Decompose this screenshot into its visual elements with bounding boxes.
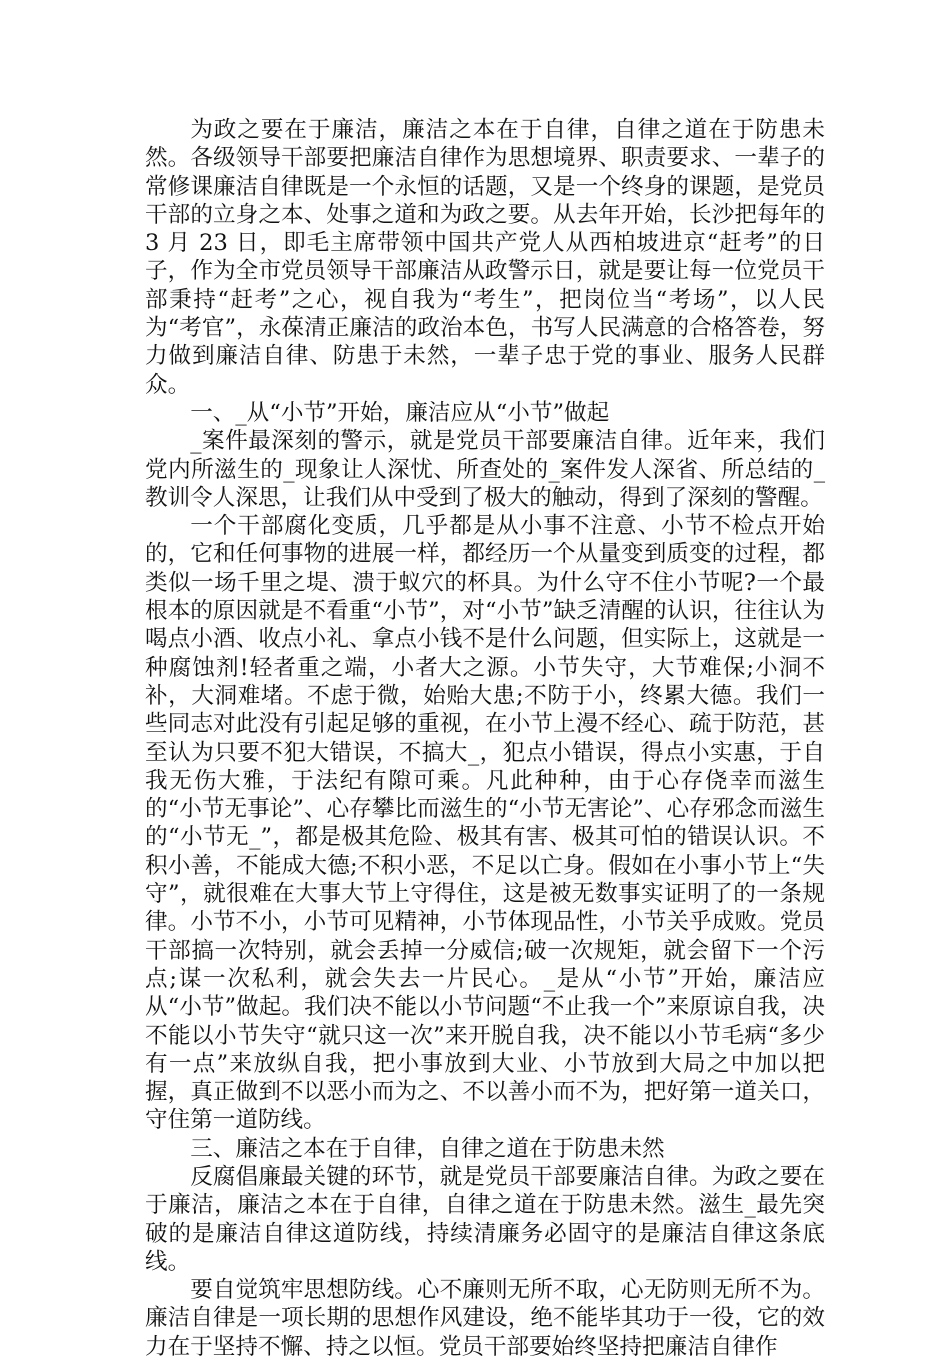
paragraph-warning: _案件最深刻的警示，就是党员干部要廉洁自律。近年来，我们党内所滋生的_现象让人深忧、所查处的_案件发人深省、所总结的_教训令人深思，让我们从中受到了极大的触动，得到了深刻的警醒。 — [145, 428, 825, 511]
section-heading-1: 一、_从“小节”开始，廉洁应从“小节”做起 — [190, 399, 610, 426]
paragraph-ideological-defense: 要自觉筑牢思想防线。心不廉则无所不取，心无防则无所不为。廉洁自律是一项长期的思想作风建设，绝不能毕其功于一役，它的效力在于坚持不懈、持之以恒。党员干部要始终坚持把廉洁自律作 — [145, 1277, 825, 1360]
document-body — [145, 116, 825, 1361]
paragraph-intro: 为政之要在于廉洁，廉洁之本在于自律，自律之道在于防患未然。各级领导干部要把廉洁自律作为思想境界、职责要求、一辈子的常修课廉洁自律既是一个永恒的话题，又是一个终身的课题，是党员干部的立身之本、处事之道和为政之要。从去年开始，长沙把每年的 3 月 23 日，即毛主席带领中国共产党人从西柏坡进京“赶考”的日子，作为全市党员领导干部廉洁从政警示日，就是要让每一位党员干部秉持“赶考”之心，视自我为“考生”，把岗位当“考场”，以人民为“考官”，永葆清正廉洁的政治本色，书写人民满意的合格答卷，努力做到廉洁自律、防患于未然，一辈子忠于党的事业、服务人民群众。 — [145, 117, 825, 398]
paragraph-key-link: 反腐倡廉最关键的环节，就是党员干部要廉洁自律。为政之要在于廉洁，廉洁之本在于自律，自律之道在于防患未然。滋生_最先突破的是廉洁自律这道防线，持续清廉务必固守的是廉洁自律这条底线。 — [145, 1163, 825, 1275]
section-heading-3: 三、廉洁之本在于自律，自律之道在于防患未然 — [190, 1135, 665, 1162]
paragraph-small-matters: 一个干部腐化变质，几乎都是从小事不注意、小节不检点开始的，它和任何事物的进展一样，都经历一个从量变到质变的过程，都类似一场千里之堤、溃于蚁穴的杯具。为什么守不住小节呢?一个最根本的原因就是不看重“小节”，对“小节”缺乏清醒的认识，往往认为喝点小酒、收点小礼、拿点小钱不是什么问题，但实际上，这就是一种腐蚀剂!轻者重之端，小者大之源。小节失守，大节难保;小洞不补，大洞难堵。不虑于微，始贻大患;不防于小，终累大德。我们一些同志对此没有引起足够的重视，在小节上漫不经心、疏于防范，甚至认为只要不犯大错误，不搞大_，犯点小错误，得点小实惠，于自我无伤大雅，于法纪有隙可乘。凡此种种，由于心存侥幸而滋生的“小节无事论”、心存攀比而滋生的“小节无害论”、心存邪念而滋生的“小节无_”，都是极其危险、极其有害、极其可怕的错误认识。不积小善，不能成大德;不积小恶，不足以亡身。假如在小事小节上“失守”，就很难在大事大节上守得住，这是被无数事实证明了的一条规律。小节不小，小节可见精神，小节体现品性，小节关乎成败。党员干部搞一次特别，就会丢掉一分威信;破一次规矩，就会留下一个污点;谋一次私利，就会失去一片民心。_是从“小节”开始，廉洁应从“小节”做起。我们决不能以小节问题“不止我一个”来原谅自我，决不能以小节失守“就只这一次”来开脱自我，决不能以小节毛病“多少有一点”来放纵自我，把小事放到大业、小节放到大局之中加以把握，真正做到不以恶小而为之、不以善小而不为，把好第一道关口，守住第一道防线。 — [145, 513, 825, 1134]
